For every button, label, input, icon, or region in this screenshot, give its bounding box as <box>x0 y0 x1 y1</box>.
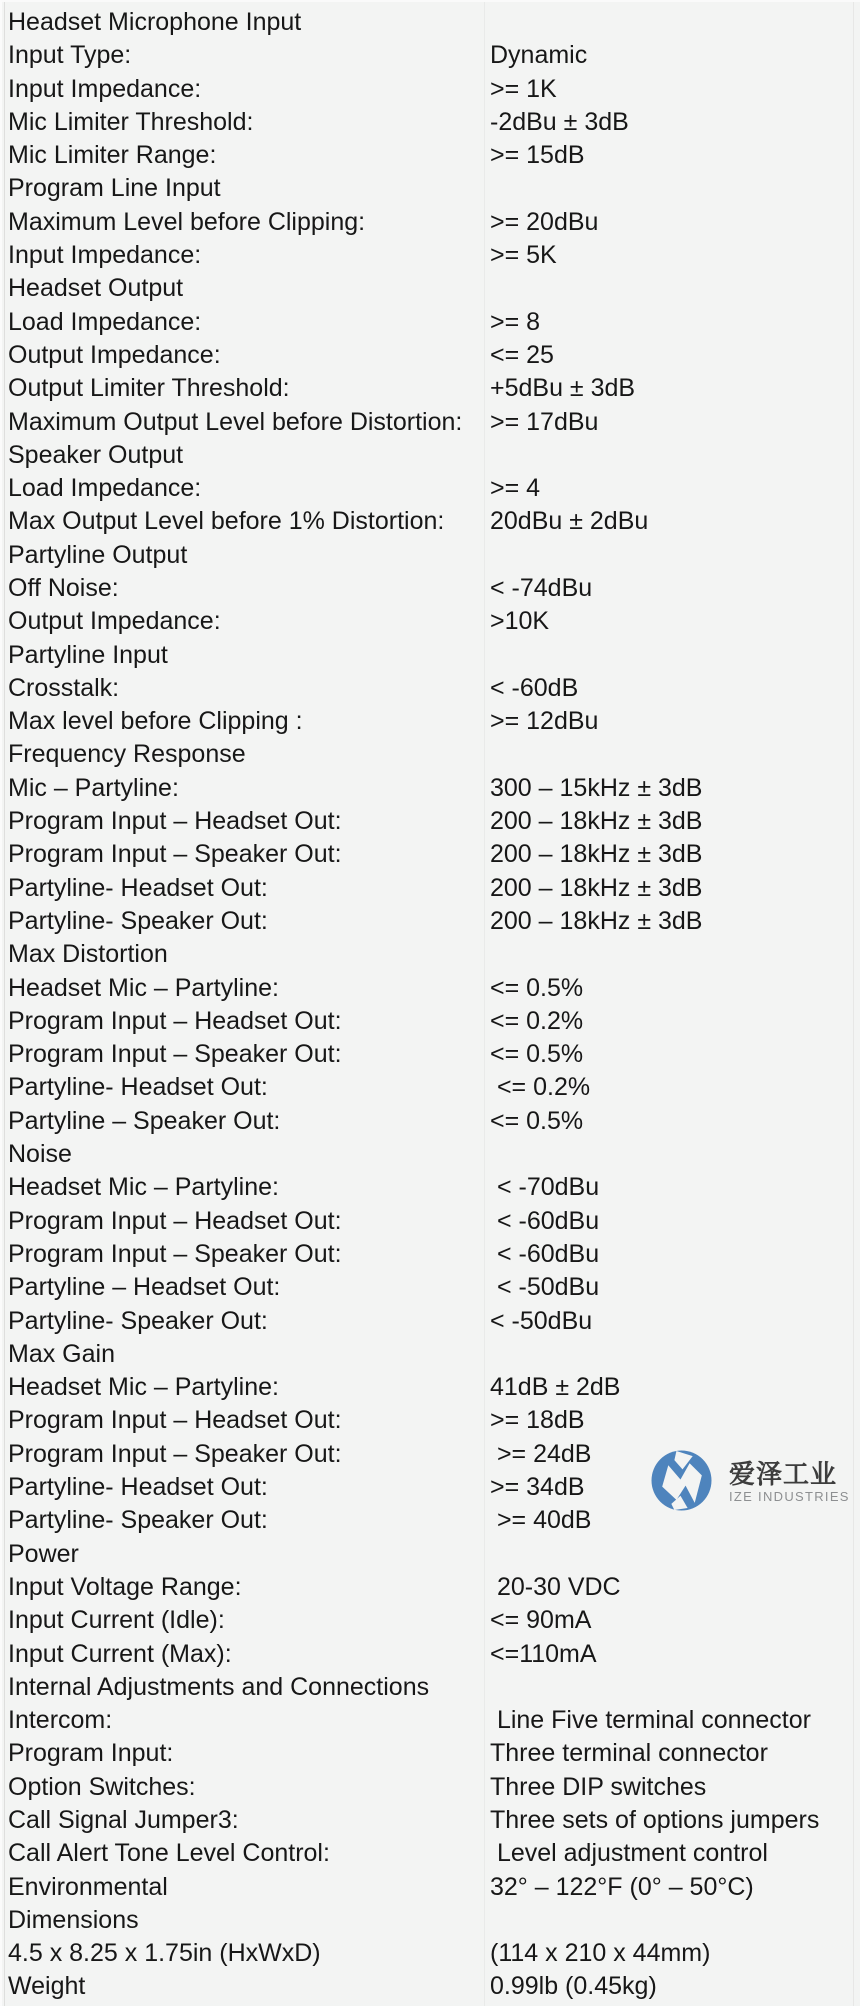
spec-value: 32° – 122°F (0° – 50°C) <box>490 1872 754 1901</box>
spec-row <box>5 672 860 705</box>
spec-row <box>5 1072 860 1105</box>
spec-value: (114 x 210 x 44mm) <box>490 1939 711 1968</box>
spec-row <box>5 1671 860 1704</box>
spec-label: Headset Mic – Partyline: <box>8 1373 279 1402</box>
spec-row <box>5 1538 860 1571</box>
spec-label: Program Input – Headset Out: <box>8 807 342 836</box>
spec-row <box>5 605 860 638</box>
spec-label: Load Impedance: <box>8 474 202 503</box>
spec-label: Weight <box>8 1972 86 2001</box>
spec-label: Max Distortion <box>8 940 168 969</box>
spec-value: >= 40dB <box>490 1506 592 1535</box>
spec-row <box>5 472 860 505</box>
spec-row <box>5 639 860 672</box>
spec-row <box>5 872 860 905</box>
spec-label: Partyline- Headset Out: <box>8 1473 268 1502</box>
spec-value: >= 15dB <box>490 141 585 170</box>
spec-value: 0.99lb (0.45kg) <box>490 1972 657 2001</box>
spec-row <box>5 1371 860 1404</box>
spec-row <box>5 1804 860 1837</box>
spec-value: < -50dBu <box>490 1306 593 1335</box>
spec-value: 200 – 18kHz ± 3dB <box>490 840 703 869</box>
spec-value: <= 0.5% <box>490 1040 584 1069</box>
spec-value: <=110mA <box>490 1639 597 1668</box>
spec-label: Mic Limiter Range: <box>8 141 217 170</box>
spec-row <box>5 39 860 72</box>
spec-label: Internal Adjustments and Connections <box>8 1672 430 1701</box>
spec-row <box>5 439 860 472</box>
spec-row <box>5 705 860 738</box>
ize-logo <box>651 1449 850 1512</box>
spec-label: Headset Output <box>8 274 184 303</box>
spec-row <box>5 1138 860 1171</box>
spec-row <box>5 272 860 305</box>
spec-value: >= 17dBu <box>490 407 599 436</box>
spec-table <box>5 6 860 2004</box>
spec-row <box>5 172 860 205</box>
spec-label: Program Input – Speaker Out: <box>8 1439 342 1468</box>
spec-value: 20dBu ± 2dBu <box>490 507 649 536</box>
spec-value: < -60dB <box>490 673 579 702</box>
ize-logo-icon <box>651 1449 712 1512</box>
spec-value: < -60dBu <box>490 1206 600 1235</box>
spec-row <box>5 1271 860 1304</box>
spec-label: Intercom: <box>8 1706 113 1735</box>
spec-value: 300 – 15kHz ± 3dB <box>490 773 703 802</box>
spec-value: 200 – 18kHz ± 3dB <box>490 807 703 836</box>
spec-row <box>5 1704 860 1737</box>
spec-value: <= 90mA <box>490 1606 592 1635</box>
spec-row <box>5 1837 860 1870</box>
logo-title: 爱泽工业 <box>729 1459 838 1489</box>
spec-row <box>5 739 860 772</box>
spec-value: >= 24dB <box>490 1439 592 1468</box>
spec-row <box>5 339 860 372</box>
spec-value: 200 – 18kHz ± 3dB <box>490 906 703 935</box>
spec-row <box>5 406 860 439</box>
spec-label: Call Signal Jumper3: <box>8 1805 239 1834</box>
spec-value: >= 18dB <box>490 1406 585 1435</box>
spec-label: Program Input – Speaker Out: <box>8 840 342 869</box>
spec-row <box>5 838 860 871</box>
spec-label: Partyline- Speaker Out: <box>8 906 268 935</box>
spec-value: 20-30 VDC <box>490 1572 621 1601</box>
spec-row <box>5 1005 860 1038</box>
spec-label: Program Input – Headset Out: <box>8 1006 342 1035</box>
spec-label: Headset Mic – Partyline: <box>8 1173 279 1202</box>
spec-value: +5dBu ± 3dB <box>490 374 636 403</box>
spec-row <box>5 139 860 172</box>
spec-value: < -50dBu <box>490 1273 600 1302</box>
spec-row <box>5 1404 860 1437</box>
spec-label: Input Type: <box>8 41 132 70</box>
spec-row <box>5 905 860 938</box>
spec-label: Program Line Input <box>8 174 221 203</box>
spec-value: <= 0.2% <box>490 1073 591 1102</box>
spec-label: Input Current (Max): <box>8 1639 232 1668</box>
spec-label: Dimensions <box>8 1905 139 1934</box>
spec-label: Maximum Output Level before Distortion: <box>8 407 463 436</box>
spec-label: Max Output Level before 1% Distortion: <box>8 507 445 536</box>
spec-row <box>5 1038 860 1071</box>
spec-row <box>5 1571 860 1604</box>
spec-row <box>5 73 860 106</box>
spec-value: Three terminal connector <box>490 1739 768 1768</box>
spec-label: Mic Limiter Threshold: <box>8 107 254 136</box>
spec-label: Option Switches: <box>8 1772 196 1801</box>
spec-label: Max level before Clipping : <box>8 707 303 736</box>
spec-value: <= 0.5% <box>490 1106 584 1135</box>
spec-row <box>5 505 860 538</box>
spec-value: Dynamic <box>490 41 588 70</box>
spec-label: Partyline- Headset Out: <box>8 873 268 902</box>
spec-label: Program Input – Headset Out: <box>8 1406 342 1435</box>
spec-row <box>5 772 860 805</box>
spec-label: Input Impedance: <box>8 74 202 103</box>
spec-label: Input Current (Idle): <box>8 1606 225 1635</box>
spec-label: Partyline Output <box>8 540 188 569</box>
spec-row <box>5 306 860 339</box>
spec-row <box>5 572 860 605</box>
spec-label: Environmental <box>8 1872 168 1901</box>
spec-row <box>5 1604 860 1637</box>
spec-label: Headset Mic – Partyline: <box>8 973 279 1002</box>
spec-value: >= 12dBu <box>490 707 599 736</box>
spec-label: Headset Microphone Input <box>8 7 302 36</box>
spec-row <box>5 805 860 838</box>
spec-label: Load Impedance: <box>8 307 202 336</box>
ize-logo-text <box>729 1449 850 1504</box>
spec-row <box>5 206 860 239</box>
spec-value: >= 20dBu <box>490 207 599 236</box>
spec-label: Input Voltage Range: <box>8 1572 242 1601</box>
spec-label: Partyline- Speaker Out: <box>8 1306 268 1335</box>
spec-label: Max Gain <box>8 1339 115 1368</box>
spec-value: >= 1K <box>490 74 557 103</box>
spec-row <box>5 1771 860 1804</box>
spec-label: Output Limiter Threshold: <box>8 374 290 403</box>
spec-value: >= 5K <box>490 241 557 270</box>
spec-row <box>5 1937 860 1970</box>
spec-label: Frequency Response <box>8 740 246 769</box>
spec-label: Program Input – Headset Out: <box>8 1206 342 1235</box>
spec-row <box>5 1205 860 1238</box>
spec-value: < -74dBu <box>490 574 593 602</box>
spec-label: Input Impedance: <box>8 241 202 270</box>
spec-row <box>5 1638 860 1671</box>
spec-value: >= 34dB <box>490 1473 585 1502</box>
spec-row <box>5 239 860 272</box>
spec-value: < -70dBu <box>490 1173 600 1202</box>
spec-row <box>5 1871 860 1904</box>
spec-label: Mic – Partyline: <box>8 773 179 802</box>
spec-row <box>5 1338 860 1371</box>
spec-row <box>5 539 860 572</box>
spec-label: Maximum Level before Clipping: <box>8 207 366 236</box>
logo-subtitle: IZE INDUSTRIES <box>729 1489 850 1504</box>
spec-label: Program Input – Speaker Out: <box>8 1040 342 1069</box>
spec-row <box>5 1971 860 2004</box>
spec-label: Crosstalk: <box>8 673 120 702</box>
spec-value: >= 4 <box>490 474 541 503</box>
spec-value: >10K <box>490 607 550 636</box>
spec-value: <= 25 <box>490 340 554 369</box>
spec-label: 4.5 x 8.25 x 1.75in (HxWxD) <box>8 1939 321 1968</box>
spec-row <box>5 972 860 1005</box>
spec-value: -2dBu ± 3dB <box>490 107 629 136</box>
spec-label: Call Alert Tone Level Control: <box>8 1839 330 1868</box>
spec-value: Level adjustment control <box>490 1839 768 1868</box>
spec-value: Three sets of options jumpers <box>490 1805 820 1834</box>
spec-row <box>5 938 860 971</box>
spec-label: Speaker Output <box>8 440 184 469</box>
spec-row <box>5 1105 860 1138</box>
spec-label: Output Impedance: <box>8 607 221 636</box>
spec-value: Line Five terminal connector <box>490 1706 811 1735</box>
spec-label: Partyline- Speaker Out: <box>8 1506 268 1535</box>
spec-label: Program Input: <box>8 1739 174 1768</box>
spec-row <box>5 6 860 39</box>
spec-value: <= 0.2% <box>490 1006 584 1035</box>
spec-value: Three DIP switches <box>490 1772 707 1801</box>
spec-value: >= 8 <box>490 307 541 336</box>
spec-label: Partyline Input <box>8 640 168 669</box>
spec-row <box>5 106 860 139</box>
spec-label: Partyline – Headset Out: <box>8 1273 281 1302</box>
spec-value: <= 0.5% <box>490 973 584 1002</box>
spec-value: < -60dBu <box>490 1239 600 1268</box>
spec-value: 41dB ± 2dB <box>490 1373 621 1402</box>
spec-row <box>5 1171 860 1204</box>
spec-label: Noise <box>8 1140 72 1169</box>
spec-label: Partyline- Headset Out: <box>8 1073 268 1102</box>
spec-row <box>5 1904 860 1937</box>
spec-value: 200 – 18kHz ± 3dB <box>490 873 703 902</box>
spec-label: Off Noise: <box>8 574 119 602</box>
spec-row <box>5 1305 860 1338</box>
spec-label: Program Input – Speaker Out: <box>8 1239 342 1268</box>
spec-label: Power <box>8 1539 79 1568</box>
spec-row <box>5 1737 860 1770</box>
spec-row <box>5 1238 860 1271</box>
spec-label: Output Impedance: <box>8 340 221 369</box>
spec-label: Partyline – Speaker Out: <box>8 1106 281 1135</box>
spec-row <box>5 372 860 405</box>
